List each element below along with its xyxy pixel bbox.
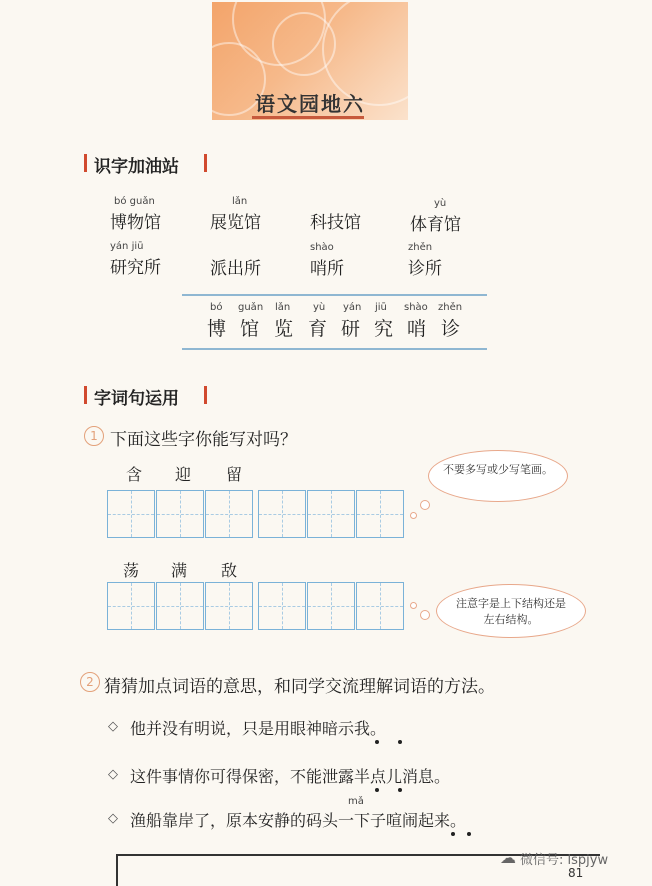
question-number: 1: [84, 426, 104, 446]
section-marker: [84, 154, 87, 172]
word-pinyin: yù: [434, 198, 447, 209]
emphasis-dot: [375, 740, 379, 744]
word-item: 博物馆: [110, 213, 161, 233]
watermark: 微信号: lspjyw: [520, 853, 609, 868]
emphasis-dot: [467, 832, 471, 836]
writing-grid-cell[interactable]: [307, 582, 355, 630]
word-item: 诊所: [408, 259, 442, 279]
question-number: 2: [80, 672, 100, 692]
practice-char: 满: [171, 561, 188, 580]
word-item: 研究所: [110, 258, 161, 278]
hint-bubble: 注意字是上下结构还是左右结构。: [436, 584, 586, 638]
writing-grid-cell[interactable]: [205, 582, 253, 630]
bullet-diamond-icon: ◇: [108, 719, 118, 734]
emphasis-dot: [451, 832, 455, 836]
practice-char: 含: [126, 465, 143, 484]
char-item: 览: [274, 318, 294, 340]
char-item: 诊: [441, 318, 461, 340]
word-item: 展览馆: [210, 213, 261, 233]
bubble-tail: [420, 500, 430, 510]
section-marker: [204, 154, 207, 172]
writing-grid-cell[interactable]: [107, 490, 155, 538]
page-number: 81: [568, 866, 584, 880]
hint-bubble: 不要多写或少写笔画。: [428, 450, 568, 502]
char-pinyin: shào: [404, 302, 428, 313]
bubble-tail: [410, 602, 417, 609]
practice-char: 荡: [123, 561, 140, 580]
char-pinyin: yù: [313, 302, 326, 313]
word-pinyin: zhěn: [408, 242, 433, 253]
char-item: 馆: [240, 318, 260, 340]
question-text: 猜猜加点词语的意思，和同学交流理解词语的方法。: [104, 677, 495, 697]
page-title: 语文园地六: [255, 92, 365, 116]
practice-char: 迎: [175, 465, 192, 484]
char-pinyin: bó: [210, 302, 223, 313]
word-item: 科技馆: [310, 213, 361, 233]
header-banner: [212, 2, 408, 120]
writing-grid-cell[interactable]: [258, 582, 306, 630]
section-title-literacy: 识字加油站: [94, 157, 179, 177]
char-item: 究: [374, 318, 394, 340]
word-pinyin: lǎn: [232, 196, 248, 207]
section-marker: [204, 386, 207, 404]
word-item: 哨所: [310, 259, 344, 279]
char-item: 研: [341, 318, 361, 340]
bubble-tail: [420, 610, 430, 620]
writing-grid-cell[interactable]: [356, 490, 404, 538]
word-item: 体育馆: [410, 215, 461, 235]
bullet-diamond-icon: ◇: [108, 767, 118, 782]
section-marker: [84, 386, 87, 404]
bullet-diamond-icon: ◇: [108, 811, 118, 826]
writing-grid-cell[interactable]: [156, 490, 204, 538]
char-pinyin: jiū: [375, 302, 387, 313]
example-sentence: 渔船靠岸了，原本安静的码头一下子喧闹起来。: [130, 811, 467, 830]
example-sentence: 他并没有明说，只是用眼神暗示我。: [130, 719, 387, 738]
writing-grid-cell[interactable]: [356, 582, 404, 630]
writing-grid-cell[interactable]: [107, 582, 155, 630]
writing-grid-cell[interactable]: [156, 582, 204, 630]
wechat-icon: ☁: [500, 848, 516, 867]
bubble-tail: [410, 512, 417, 519]
practice-char: 敌: [221, 561, 238, 580]
emphasis-dot: [398, 788, 402, 792]
question-text: 下面这些字你能写对吗？: [110, 430, 297, 450]
writing-grid-cell[interactable]: [258, 490, 306, 538]
emphasis-dot: [398, 740, 402, 744]
title-underline: [252, 116, 364, 119]
char-box-border: [182, 294, 487, 296]
char-item: 哨: [407, 318, 427, 340]
next-box-border: [116, 854, 118, 886]
word-pinyin: bó guǎn: [114, 196, 155, 207]
section-title-usage: 字词句运用: [94, 389, 179, 409]
char-item: 博: [207, 318, 227, 340]
char-pinyin: lǎn: [275, 302, 291, 313]
char-pinyin: zhěn: [438, 302, 463, 313]
practice-char: 留: [226, 465, 243, 484]
char-item: 育: [308, 318, 328, 340]
word-item: 派出所: [210, 259, 261, 279]
word-pinyin: shào: [310, 242, 334, 253]
word-pinyin: yán jiū: [110, 241, 144, 252]
char-pinyin: mǎ: [348, 796, 364, 807]
char-pinyin: yán: [343, 302, 362, 313]
example-sentence: 这件事情你可得保密，不能泄露半点儿消息。: [130, 767, 451, 786]
char-pinyin: guǎn: [238, 302, 264, 313]
emphasis-dot: [375, 788, 379, 792]
writing-grid-cell[interactable]: [307, 490, 355, 538]
char-box-border: [182, 348, 487, 350]
writing-grid-cell[interactable]: [205, 490, 253, 538]
